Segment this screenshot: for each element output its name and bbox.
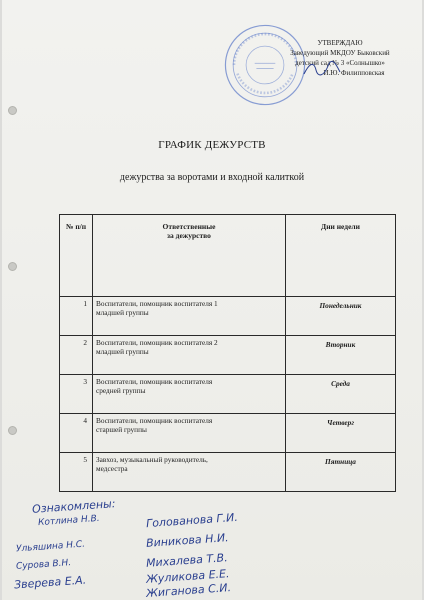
row-number: 2 <box>60 336 93 375</box>
signature-right: Голованова Г.И. <box>145 510 239 531</box>
row-day: Четверг <box>286 414 396 453</box>
row-day: Среда <box>286 375 396 414</box>
signature-left: Сурова В.Н. <box>15 558 72 572</box>
row-responsible <box>93 453 286 492</box>
approval-position: Заведующий МКДОУ Быковский <box>290 49 390 57</box>
row-responsible-line2: старшей группы <box>96 425 147 434</box>
punch-hole <box>8 262 17 271</box>
table-row <box>60 297 396 336</box>
row-number: 1 <box>60 297 93 336</box>
row-responsible-line2: младшей группы <box>96 308 149 317</box>
table-row <box>60 375 396 414</box>
signature-left: Котлина Н.В. <box>37 513 100 529</box>
document-page <box>2 0 422 600</box>
approval-signer: И.Ю. Филипповская <box>323 69 385 77</box>
header-responsible-line2: за дежурство <box>167 231 211 240</box>
row-responsible <box>93 297 286 336</box>
page-title: ГРАФИК ДЕЖУРСТВ <box>158 139 266 151</box>
row-responsible-line1: Воспитатели, помощник воспитателя 2 <box>96 338 218 347</box>
row-responsible-line2: медсестра <box>96 464 128 473</box>
row-responsible-line1: Завхоз, музыкальный руководитель, <box>96 455 208 464</box>
row-responsible-line2: младшей группы <box>96 347 149 356</box>
row-number: 5 <box>60 453 93 492</box>
duty-schedule-table <box>59 214 396 492</box>
punch-hole <box>8 426 17 435</box>
table-row <box>60 453 396 492</box>
signature-right: Жиганова С.И. <box>145 581 232 600</box>
signature-right: Михалева Т.В. <box>145 551 229 570</box>
row-number: 3 <box>60 375 93 414</box>
signature-left: Ульяшина Н.С. <box>15 539 86 555</box>
row-responsible-line1: Воспитатели, помощник воспитателя <box>96 377 213 386</box>
acknowledgement-signatures <box>2 496 422 600</box>
acknowledged-label: Ознакомлены: <box>31 497 116 516</box>
row-day: Понедельник <box>286 297 396 336</box>
approval-heading: УТВЕРЖДАЮ <box>317 39 363 47</box>
header-responsible <box>93 215 286 297</box>
approval-organization: детский сад № 3 «Солнышко» <box>295 59 385 67</box>
header-responsible-line1: Ответственные <box>162 222 216 231</box>
row-responsible-line1: Воспитатели, помощник воспитателя <box>96 416 213 425</box>
table-row <box>60 336 396 375</box>
approval-signature <box>302 60 342 78</box>
header-number: № п/п <box>60 215 93 297</box>
row-day: Пятница <box>286 453 396 492</box>
row-responsible-line2: средней группы <box>96 386 146 395</box>
signature-right: Виникова Н.И. <box>145 531 229 550</box>
row-responsible <box>93 375 286 414</box>
signature-right: Жуликова Е.Е. <box>145 567 230 586</box>
table-row <box>60 414 396 453</box>
header-days: Дни недели <box>286 215 396 297</box>
row-responsible-line1: Воспитатели, помощник воспитателя 1 <box>96 299 218 308</box>
row-responsible <box>93 414 286 453</box>
signature-left: Зверева Е.А. <box>13 573 87 592</box>
row-day: Вторник <box>286 336 396 375</box>
row-responsible <box>93 336 286 375</box>
punch-hole <box>8 106 17 115</box>
page-subtitle: дежурства за воротами и входной калиткой <box>119 172 305 183</box>
row-number: 4 <box>60 414 93 453</box>
table-header-row <box>60 215 396 297</box>
